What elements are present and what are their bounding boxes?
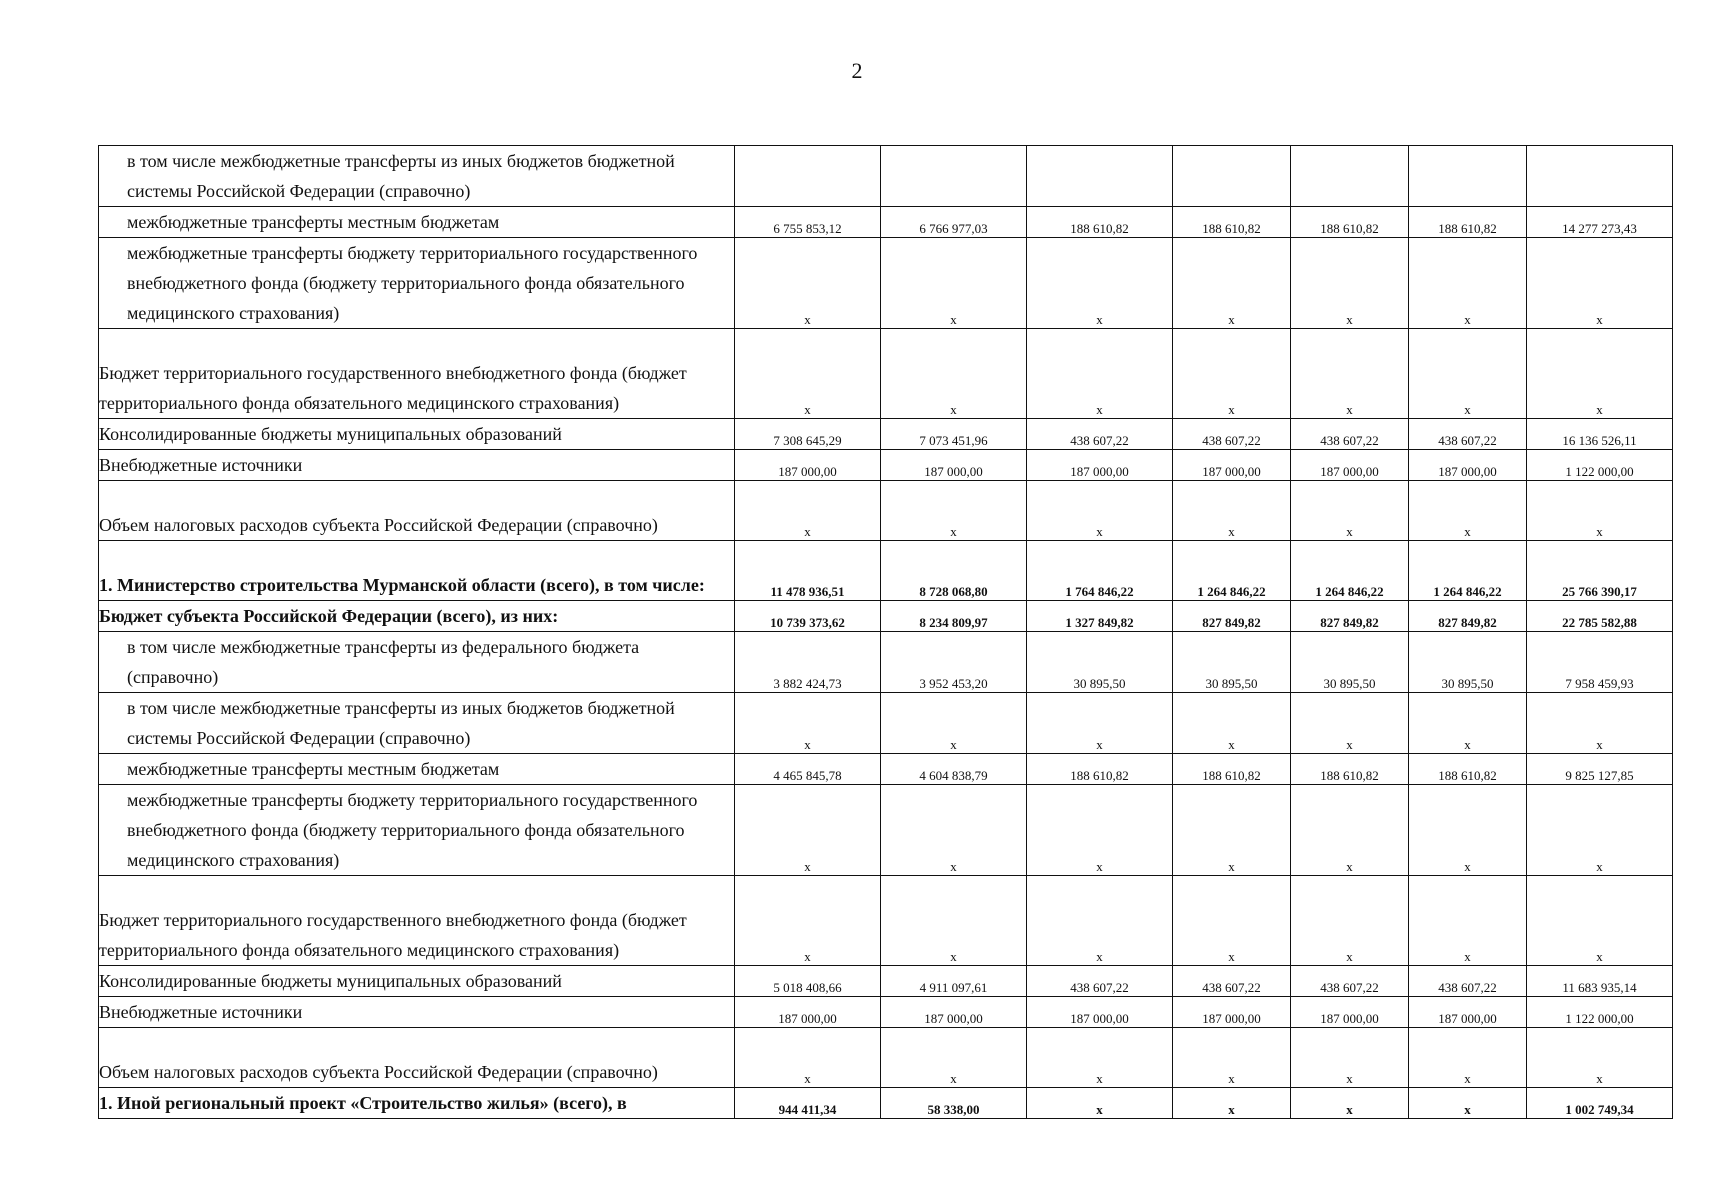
value-cell: x — [1027, 481, 1173, 541]
value-cell: x — [881, 238, 1027, 329]
row-label: Внебюджетные источники — [99, 450, 735, 481]
value-cell: 11 683 935,14 — [1527, 966, 1673, 997]
value-cell: 14 277 273,43 — [1527, 207, 1673, 238]
value-cell: x — [1291, 693, 1409, 754]
value-cell: x — [1527, 785, 1673, 876]
table-row — [99, 997, 1673, 1028]
table-row — [99, 966, 1673, 997]
row-label: Бюджет территориального государственного внебюджетного фонда (бюджет территориального фонда обязательного медицинского страхования) — [99, 876, 735, 966]
value-cell: x — [735, 693, 881, 754]
value-cell: 438 607,22 — [1291, 419, 1409, 450]
row-label: в том числе межбюджетные трансферты из иных бюджетов бюджетной системы Российской Федерации (справочно) — [99, 146, 735, 207]
value-cell: x — [1291, 785, 1409, 876]
value-cell: 187 000,00 — [1409, 450, 1527, 481]
value-cell: x — [735, 785, 881, 876]
table-row — [99, 876, 1673, 966]
value-cell: 438 607,22 — [1173, 419, 1291, 450]
value-cell: 187 000,00 — [1291, 997, 1409, 1028]
value-cell: 187 000,00 — [1291, 450, 1409, 481]
value-cell: x — [1027, 1088, 1173, 1119]
table-row — [99, 785, 1673, 876]
table-row — [99, 450, 1673, 481]
value-cell: x — [1027, 1028, 1173, 1088]
value-cell: 1 764 846,22 — [1027, 541, 1173, 601]
value-cell: x — [1173, 693, 1291, 754]
value-cell: 1 327 849,82 — [1027, 601, 1173, 632]
value-cell: 188 610,82 — [1173, 754, 1291, 785]
value-cell: x — [1027, 329, 1173, 419]
table-row — [99, 238, 1673, 329]
value-cell: 1 264 846,22 — [1291, 541, 1409, 601]
row-label: Объем налоговых расходов субъекта Российской Федерации (справочно) — [99, 1028, 735, 1088]
value-cell: 187 000,00 — [1173, 997, 1291, 1028]
value-cell: x — [1291, 1088, 1409, 1119]
value-cell: x — [1527, 1028, 1673, 1088]
value-cell: 188 610,82 — [1173, 207, 1291, 238]
value-cell: 1 122 000,00 — [1527, 997, 1673, 1028]
budget-table — [98, 145, 1673, 1119]
value-cell: 3 882 424,73 — [735, 632, 881, 693]
value-cell: x — [1173, 785, 1291, 876]
value-cell: x — [1527, 238, 1673, 329]
table-row — [99, 1028, 1673, 1088]
value-cell: 438 607,22 — [1027, 966, 1173, 997]
value-cell: x — [1173, 1088, 1291, 1119]
value-cell: x — [735, 329, 881, 419]
value-cell: x — [1527, 329, 1673, 419]
value-cell: x — [1409, 238, 1527, 329]
value-cell: 187 000,00 — [881, 450, 1027, 481]
table-row — [99, 601, 1673, 632]
table-row — [99, 754, 1673, 785]
row-label: Консолидированные бюджеты муниципальных образований — [99, 419, 735, 450]
value-cell: x — [735, 1028, 881, 1088]
table-row — [99, 207, 1673, 238]
value-cell: 8 728 068,80 — [881, 541, 1027, 601]
value-cell: x — [1027, 785, 1173, 876]
value-cell: 7 308 645,29 — [735, 419, 881, 450]
value-cell: 30 895,50 — [1173, 632, 1291, 693]
value-cell: x — [1409, 1088, 1527, 1119]
value-cell: 827 849,82 — [1409, 601, 1527, 632]
row-label: Бюджет субъекта Российской Федерации (всего), из них: — [99, 601, 735, 632]
value-cell — [735, 146, 881, 207]
row-label: Внебюджетные источники — [99, 997, 735, 1028]
value-cell: 3 952 453,20 — [881, 632, 1027, 693]
value-cell: 187 000,00 — [735, 997, 881, 1028]
value-cell: x — [1173, 238, 1291, 329]
value-cell: x — [1173, 329, 1291, 419]
value-cell — [1409, 146, 1527, 207]
value-cell: 7 073 451,96 — [881, 419, 1027, 450]
value-cell: x — [1173, 876, 1291, 966]
value-cell: 6 755 853,12 — [735, 207, 881, 238]
value-cell: x — [1409, 481, 1527, 541]
value-cell: 6 766 977,03 — [881, 207, 1027, 238]
value-cell: 25 766 390,17 — [1527, 541, 1673, 601]
value-cell: 9 825 127,85 — [1527, 754, 1673, 785]
value-cell: 827 849,82 — [1291, 601, 1409, 632]
value-cell: x — [881, 876, 1027, 966]
table-row — [99, 481, 1673, 541]
table-row — [99, 693, 1673, 754]
value-cell: 7 958 459,93 — [1527, 632, 1673, 693]
row-label: Консолидированные бюджеты муниципальных образований — [99, 966, 735, 997]
value-cell: 22 785 582,88 — [1527, 601, 1673, 632]
value-cell: x — [1027, 238, 1173, 329]
value-cell: 188 610,82 — [1291, 754, 1409, 785]
value-cell: 187 000,00 — [1027, 997, 1173, 1028]
value-cell: 827 849,82 — [1173, 601, 1291, 632]
value-cell: 10 739 373,62 — [735, 601, 881, 632]
value-cell: x — [1291, 481, 1409, 541]
value-cell: x — [1527, 876, 1673, 966]
value-cell: x — [1409, 785, 1527, 876]
value-cell: 58 338,00 — [881, 1088, 1027, 1119]
value-cell: 30 895,50 — [1409, 632, 1527, 693]
row-label: межбюджетные трансферты местным бюджетам — [99, 754, 735, 785]
value-cell: 438 607,22 — [1291, 966, 1409, 997]
value-cell: x — [881, 785, 1027, 876]
value-cell: x — [1173, 1028, 1291, 1088]
value-cell: 438 607,22 — [1409, 419, 1527, 450]
value-cell: 187 000,00 — [1409, 997, 1527, 1028]
value-cell: 1 002 749,34 — [1527, 1088, 1673, 1119]
value-cell: 438 607,22 — [1027, 419, 1173, 450]
value-cell — [1527, 146, 1673, 207]
value-cell: 944 411,34 — [735, 1088, 881, 1119]
value-cell: x — [1409, 693, 1527, 754]
page-number: 2 — [851, 58, 863, 83]
value-cell: x — [1291, 238, 1409, 329]
row-label: межбюджетные трансферты бюджету территориального государственного внебюджетного фонда (бюджету территориального фонда обязательного медицинского страхования) — [99, 785, 735, 876]
row-label: Объем налоговых расходов субъекта Российской Федерации (справочно) — [99, 481, 735, 541]
row-label: межбюджетные трансферты местным бюджетам — [99, 207, 735, 238]
value-cell: x — [1027, 693, 1173, 754]
value-cell: 187 000,00 — [1027, 450, 1173, 481]
value-cell: 438 607,22 — [1173, 966, 1291, 997]
table-row — [99, 329, 1673, 419]
value-cell: 5 018 408,66 — [735, 966, 881, 997]
table-row — [99, 541, 1673, 601]
value-cell: x — [1527, 693, 1673, 754]
row-label: в том числе межбюджетные трансферты из иных бюджетов бюджетной системы Российской Федерации (справочно) — [99, 693, 735, 754]
value-cell: 4 604 838,79 — [881, 754, 1027, 785]
value-cell: x — [1291, 876, 1409, 966]
value-cell: x — [1409, 876, 1527, 966]
table-row — [99, 632, 1673, 693]
value-cell: x — [735, 876, 881, 966]
row-label: межбюджетные трансферты бюджету территориального государственного внебюджетного фонда (бюджету территориального фонда обязательного медицинского страхования) — [99, 238, 735, 329]
value-cell — [1027, 146, 1173, 207]
value-cell: x — [1527, 481, 1673, 541]
value-cell: x — [1409, 329, 1527, 419]
value-cell: 11 478 936,51 — [735, 541, 881, 601]
value-cell: 1 122 000,00 — [1527, 450, 1673, 481]
value-cell: x — [1291, 329, 1409, 419]
row-label: в том числе межбюджетные трансферты из федерального бюджета (справочно) — [99, 632, 735, 693]
value-cell: 188 610,82 — [1291, 207, 1409, 238]
value-cell: x — [735, 481, 881, 541]
value-cell — [881, 146, 1027, 207]
table-row — [99, 419, 1673, 450]
value-cell: x — [735, 238, 881, 329]
row-label: 1. Министерство строительства Мурманской области (всего), в том числе: — [99, 541, 735, 601]
value-cell: 188 610,82 — [1027, 754, 1173, 785]
value-cell: 187 000,00 — [881, 997, 1027, 1028]
value-cell: x — [881, 481, 1027, 541]
row-label: Бюджет территориального государственного внебюджетного фонда (бюджет территориального фонда обязательного медицинского страхования) — [99, 329, 735, 419]
table-row — [99, 1088, 1673, 1119]
value-cell: 188 610,82 — [1409, 207, 1527, 238]
value-cell: 4 465 845,78 — [735, 754, 881, 785]
value-cell: 8 234 809,97 — [881, 601, 1027, 632]
value-cell: 187 000,00 — [735, 450, 881, 481]
value-cell: 187 000,00 — [1173, 450, 1291, 481]
row-label: 1. Иной региональный проект «Строительство жилья» (всего), в — [99, 1088, 735, 1119]
value-cell: 30 895,50 — [1291, 632, 1409, 693]
value-cell: x — [1291, 1028, 1409, 1088]
value-cell — [1173, 146, 1291, 207]
value-cell: x — [881, 329, 1027, 419]
value-cell: 4 911 097,61 — [881, 966, 1027, 997]
value-cell: 16 136 526,11 — [1527, 419, 1673, 450]
value-cell: 188 610,82 — [1027, 207, 1173, 238]
value-cell: 188 610,82 — [1409, 754, 1527, 785]
value-cell: x — [1409, 1028, 1527, 1088]
value-cell: x — [881, 693, 1027, 754]
value-cell: 1 264 846,22 — [1173, 541, 1291, 601]
table-row — [99, 146, 1673, 207]
value-cell: x — [1173, 481, 1291, 541]
value-cell — [1291, 146, 1409, 207]
value-cell: x — [881, 1028, 1027, 1088]
value-cell: 30 895,50 — [1027, 632, 1173, 693]
value-cell: x — [1027, 876, 1173, 966]
value-cell: 438 607,22 — [1409, 966, 1527, 997]
value-cell: 1 264 846,22 — [1409, 541, 1527, 601]
